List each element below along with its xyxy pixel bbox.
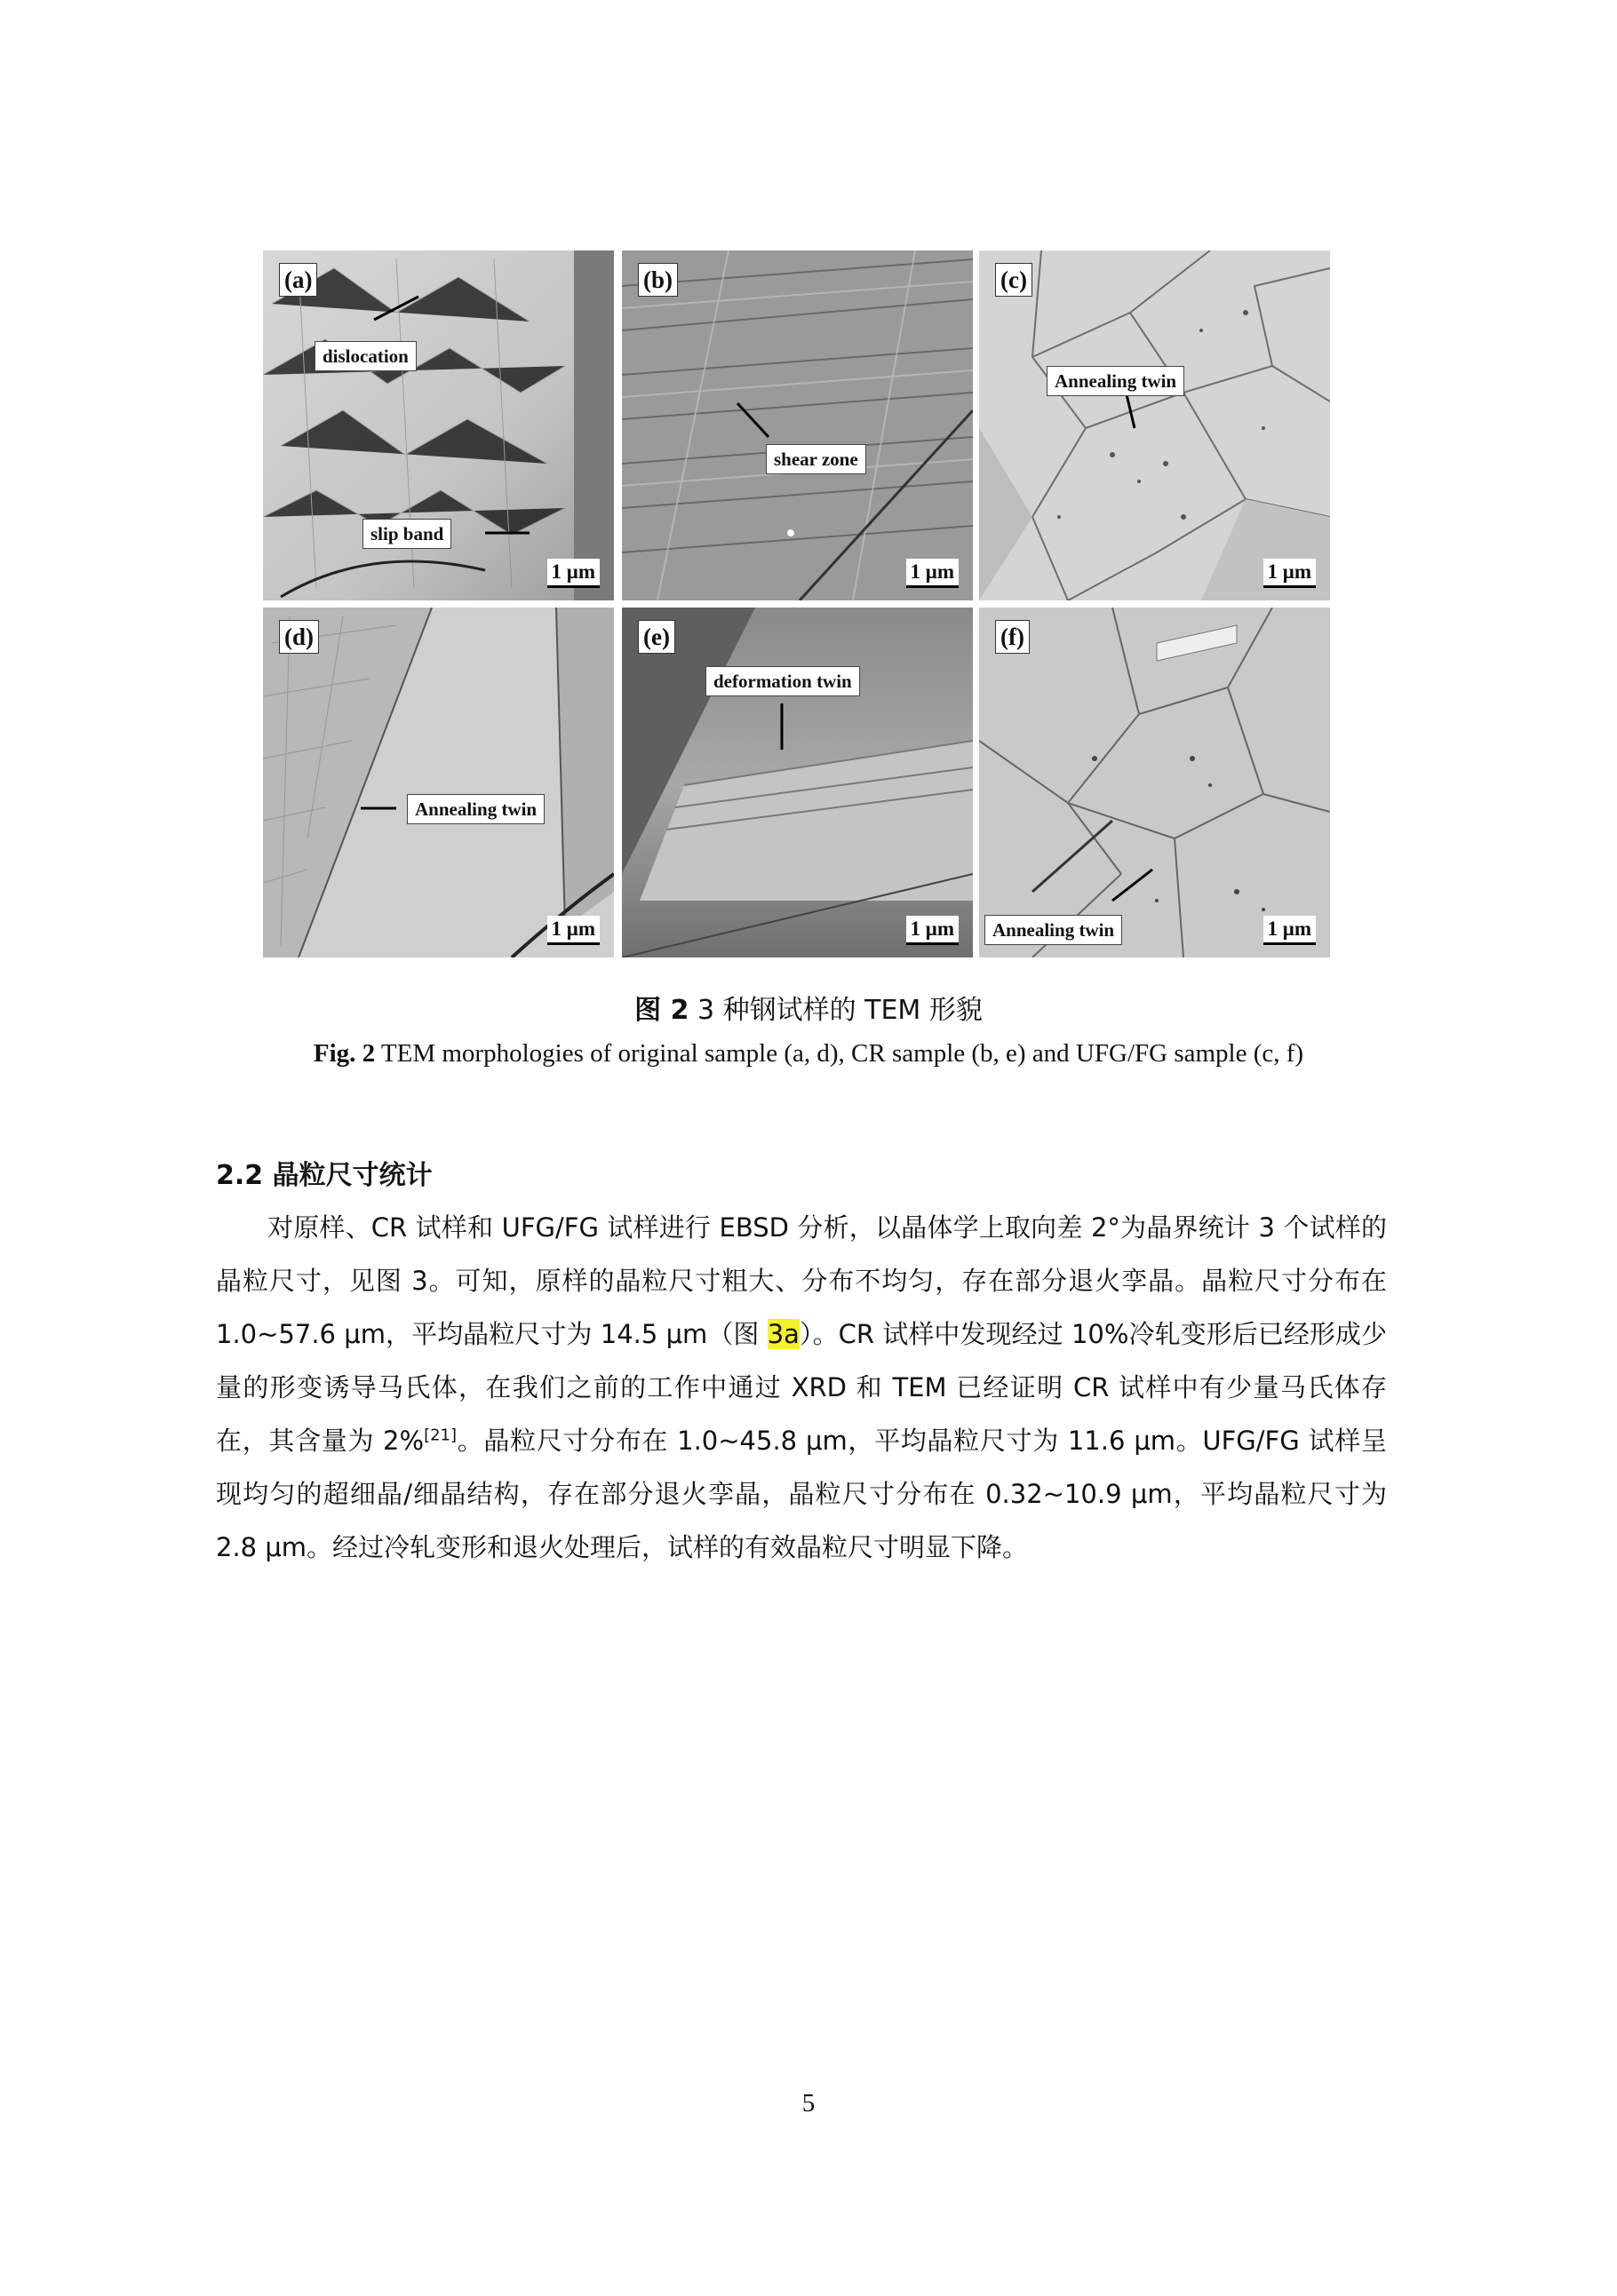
panel-c <box>979 250 1330 600</box>
tem-image-f <box>979 608 1330 957</box>
tem-figure <box>263 250 1326 957</box>
body-paragraph <box>216 1201 1387 1574</box>
panel-label-f: (f) <box>995 620 1030 654</box>
scale-bar-d: 1 μm <box>547 916 600 945</box>
panel-label-c: (c) <box>995 263 1032 297</box>
scale-bar-b: 1 μm <box>906 559 959 588</box>
panel-f <box>979 608 1330 957</box>
section-heading: 2.2 晶粒尺寸统计 <box>216 1160 433 1191</box>
para-part-1: 对原样、CR 试样和 UFG/FG 试样进行 EBSD 分析，以晶体学上取向差 2°为晶界统计 3 个试样的晶粒尺寸，见图 3。可知，原样的晶粒尺寸粗大、分布不均匀，存在部分退火孪晶。晶粒尺寸分布在 1.0~57.6 μm，平均晶粒尺寸为 14.5 μm（图 <box>216 1212 1387 1349</box>
caption-en-text: TEM morphologies of original sample (a, d), CR sample (b, e) and UFG/FG sample (c, f) <box>375 1039 1304 1068</box>
annotation-annealing-twin-c: Annealing twin <box>1047 366 1184 396</box>
panel-d <box>263 608 614 957</box>
para-part-2: ）。CR 试样中发现经过 10%冷轧变形后已经形成少量的形变诱导马氏体，在我们之前的工作中通过 XRD 和 TEM 已经证明 CR 试样中有少量马氏体存在，其含量为 2% <box>216 1319 1387 1456</box>
panel-e <box>622 608 973 957</box>
scale-bar-a: 1 μm <box>547 559 600 588</box>
para-part-3: 。晶粒尺寸分布在 1.0~45.8 μm，平均晶粒尺寸为 11.6 μm。UFG/FG 试样呈现均匀的超细晶/细晶结构，存在部分退火孪晶，晶粒尺寸分布在 0.32~10.9 μm，平均晶粒尺寸为 2.8 μm。经过冷轧变形和退火处理后，试样的有效晶粒尺寸明显下降。 <box>216 1426 1387 1562</box>
annotation-annealing-twin-d: Annealing twin <box>407 794 545 824</box>
citation-ref[interactable]: [21] <box>424 1426 458 1445</box>
scale-bar-c: 1 μm <box>1263 559 1316 588</box>
annotation-annealing-twin-f: Annealing twin <box>984 915 1122 945</box>
annotation-dislocation: dislocation <box>315 341 417 371</box>
panel-a <box>263 250 614 600</box>
tem-image-e <box>622 608 973 957</box>
panel-b <box>622 250 973 600</box>
scale-bar-f: 1 μm <box>1263 916 1316 945</box>
panel-label-d: (d) <box>279 620 319 654</box>
figure-caption-en <box>0 1039 1617 1069</box>
tem-image-d <box>263 608 614 957</box>
annotation-deformation-twin: deformation twin <box>705 666 860 696</box>
scale-bar-e: 1 μm <box>906 916 959 945</box>
annotation-shear-zone: shear zone <box>766 444 866 474</box>
page-number: 5 <box>801 2089 816 2117</box>
caption-cn-text: 3 种钢试样的 TEM 形貌 <box>689 995 983 1026</box>
panel-label-e: (e) <box>638 620 675 654</box>
panel-label-b: (b) <box>638 263 678 297</box>
panel-label-a: (a) <box>279 263 317 297</box>
figure-reference-link[interactable]: 3a <box>767 1319 800 1349</box>
tem-image-b <box>622 250 973 600</box>
tem-image-c <box>979 250 1330 600</box>
annotation-slip-band: slip band <box>362 519 451 549</box>
caption-cn-label: 图 2 <box>634 995 689 1026</box>
caption-en-label: Fig. 2 <box>313 1039 376 1068</box>
figure-caption-cn <box>0 988 1617 1027</box>
